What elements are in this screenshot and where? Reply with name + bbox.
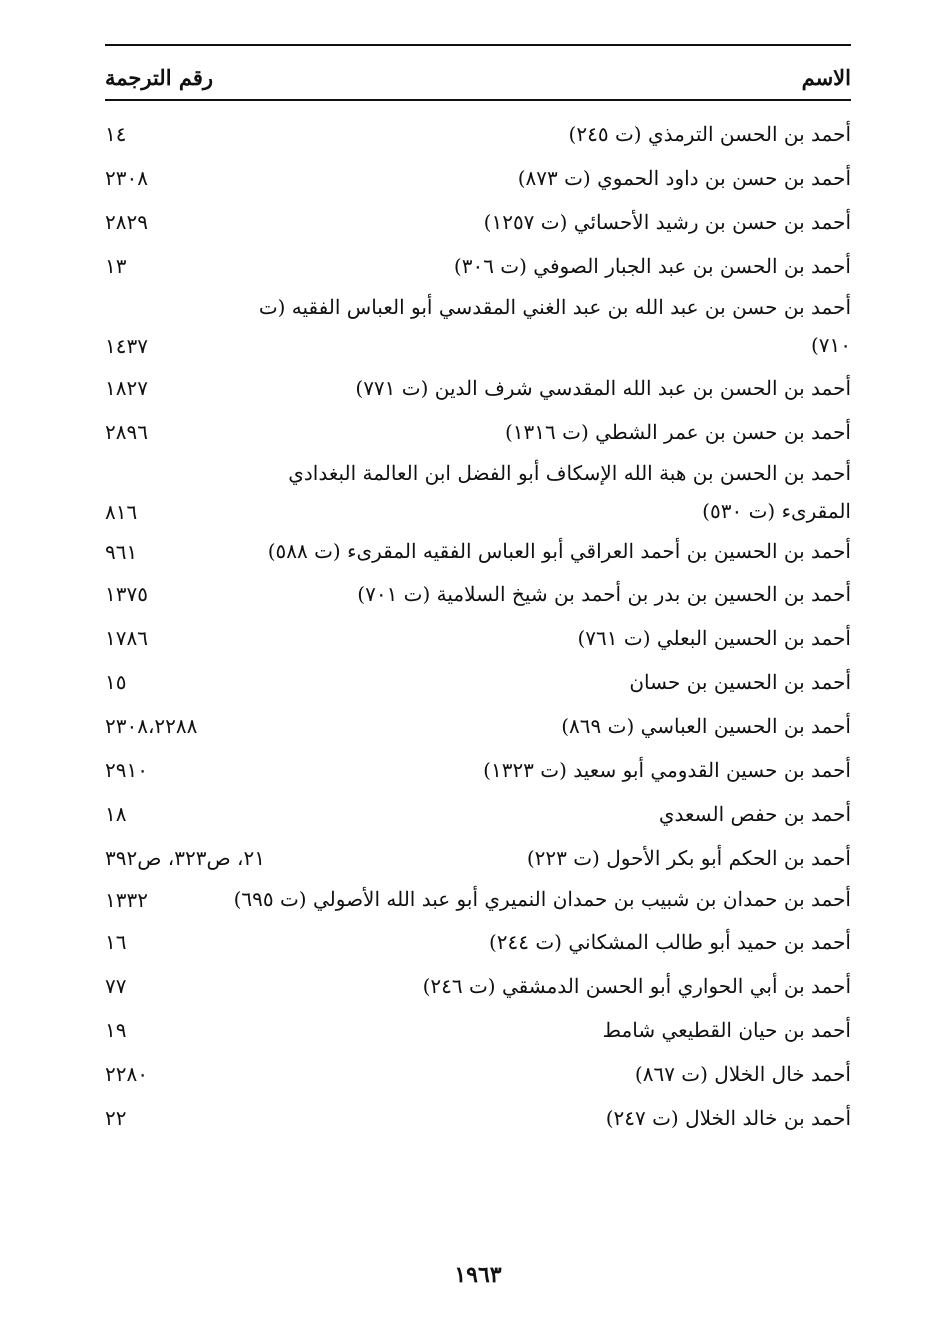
entry-name: أحمد بن حسن بن عبد الله بن عبد الغني المقدسي أبو العباس الفقيه (ت ٧١٠) xyxy=(258,295,851,357)
entry-name: أحمد بن الحكم أبو بكر الأحول (ت ٢٢٣) xyxy=(526,846,851,870)
page-number: ١٩٦٣ xyxy=(454,1262,502,1288)
list-item xyxy=(105,836,851,880)
entry-number: ٢٢ xyxy=(105,1106,127,1130)
entry-number: ١٥ xyxy=(105,670,127,694)
entry-number: ١٨ xyxy=(105,802,127,826)
number-column-header: رقم الترجمة xyxy=(105,64,214,90)
entry-name: أحمد بن الحسن بن عبد الله المقدسي شرف الدين (ت ٧٧١) xyxy=(355,376,851,400)
entry-number: ٨١٦ xyxy=(105,500,138,524)
entry-name: أحمد بن حيان القطيعي شامط xyxy=(602,1018,851,1042)
list-item xyxy=(105,880,851,920)
entry-name: أحمد بن حفص السعدي xyxy=(658,802,851,826)
top-rule xyxy=(105,44,851,46)
entry-number: ١٣٣٢ xyxy=(105,888,148,912)
list-item xyxy=(105,1052,851,1096)
entry-name: أحمد بن الحسين البعلي (ت ٧٦١) xyxy=(577,626,851,650)
entry-number: ٢٣٠٨،٢٢٨٨ xyxy=(105,714,198,738)
list-item xyxy=(105,244,851,288)
entry-number: ١٤٣٧ xyxy=(105,334,148,358)
entry-name: أحمد بن حسن بن عمر الشطي (ت ١٣١٦) xyxy=(504,420,851,444)
list-item xyxy=(105,366,851,410)
entry-number: ٢١، ص٣٢٣، ص٣٩٢ xyxy=(105,846,265,870)
list-item xyxy=(105,792,851,836)
entry-number: ١٨٢٧ xyxy=(105,376,148,400)
list-item xyxy=(105,572,851,616)
entry-name: أحمد بن حسين القدومي أبو سعيد (ت ١٣٢٣) xyxy=(483,758,851,782)
entry-number: ١٧٨٦ xyxy=(105,626,148,650)
list-item xyxy=(105,410,851,454)
table-header xyxy=(105,60,851,94)
entry-number: ٧٧ xyxy=(105,974,127,998)
entry-name: أحمد بن حسن بن داود الحموي (ت ٨٧٣) xyxy=(517,166,851,190)
list-item xyxy=(105,156,851,200)
name-column-header: الاسم xyxy=(801,64,851,90)
list-item xyxy=(105,616,851,660)
list-item xyxy=(105,532,851,572)
list-item xyxy=(105,288,851,366)
list-item xyxy=(105,964,851,1008)
entry-number: ١٣ xyxy=(105,254,127,278)
header-rule xyxy=(105,99,851,101)
entry-name: أحمد بن الحسين بن بدر بن أحمد بن شيخ السلامية (ت ٧٠١) xyxy=(357,582,851,606)
entry-name: أحمد بن حميد أبو طالب المشكاني (ت ٢٤٤) xyxy=(488,930,851,954)
entry-name: أحمد بن خالد الخلال (ت ٢٤٧) xyxy=(605,1106,851,1130)
list-item xyxy=(105,200,851,244)
list-item xyxy=(105,704,851,748)
entry-number: ٢٩١٠ xyxy=(105,758,148,782)
entry-name: أحمد بن الحسن الترمذي (ت ٢٤٥) xyxy=(568,122,851,146)
list-item xyxy=(105,454,851,532)
list-item xyxy=(105,112,851,156)
entry-number: ٢٨٢٩ xyxy=(105,210,148,234)
entry-number: ٢٣٠٨ xyxy=(105,166,148,190)
entry-name: أحمد بن الحسن بن هبة الله الإسكاف أبو الفضل ابن العالمة البغدادي المقرىء (ت ٥٣٠) xyxy=(288,461,851,523)
list-item xyxy=(105,1096,851,1140)
entry-list xyxy=(105,112,851,1140)
list-item xyxy=(105,1008,851,1052)
entry-name: أحمد بن حمدان بن شبيب بن حمدان النميري أبو عبد الله الأصولي (ت ٦٩٥) xyxy=(233,887,851,911)
entry-name: أحمد بن الحسين العباسي (ت ٨٦٩) xyxy=(561,714,851,738)
list-item xyxy=(105,660,851,704)
entry-name: أحمد بن الحسين بن أحمد العراقي أبو العباس الفقيه المقرىء (ت ٥٨٨) xyxy=(267,539,851,563)
list-item xyxy=(105,920,851,964)
entry-number: ٢٢٨٠ xyxy=(105,1062,148,1086)
entry-number: ٩٦١ xyxy=(105,540,138,564)
entry-name: أحمد بن الحسن بن عبد الجبار الصوفي (ت ٣٠٦) xyxy=(453,254,851,278)
entry-name: أحمد بن حسن بن رشيد الأحسائي (ت ١٢٥٧) xyxy=(483,210,851,234)
entry-number: ٢٨٩٦ xyxy=(105,420,148,444)
list-item xyxy=(105,748,851,792)
document-page xyxy=(105,0,851,1334)
entry-name: أحمد بن أبي الحواري أبو الحسن الدمشقي (ت ٢٤٦) xyxy=(422,974,851,998)
entry-name: أحمد بن الحسين بن حسان xyxy=(629,670,851,694)
entry-number: ١٩ xyxy=(105,1018,127,1042)
entry-number: ١٣٧٥ xyxy=(105,582,148,606)
entry-number: ١٦ xyxy=(105,930,127,954)
entry-name: أحمد خال الخلال (ت ٨٦٧) xyxy=(634,1062,851,1086)
entry-number: ١٤ xyxy=(105,122,127,146)
